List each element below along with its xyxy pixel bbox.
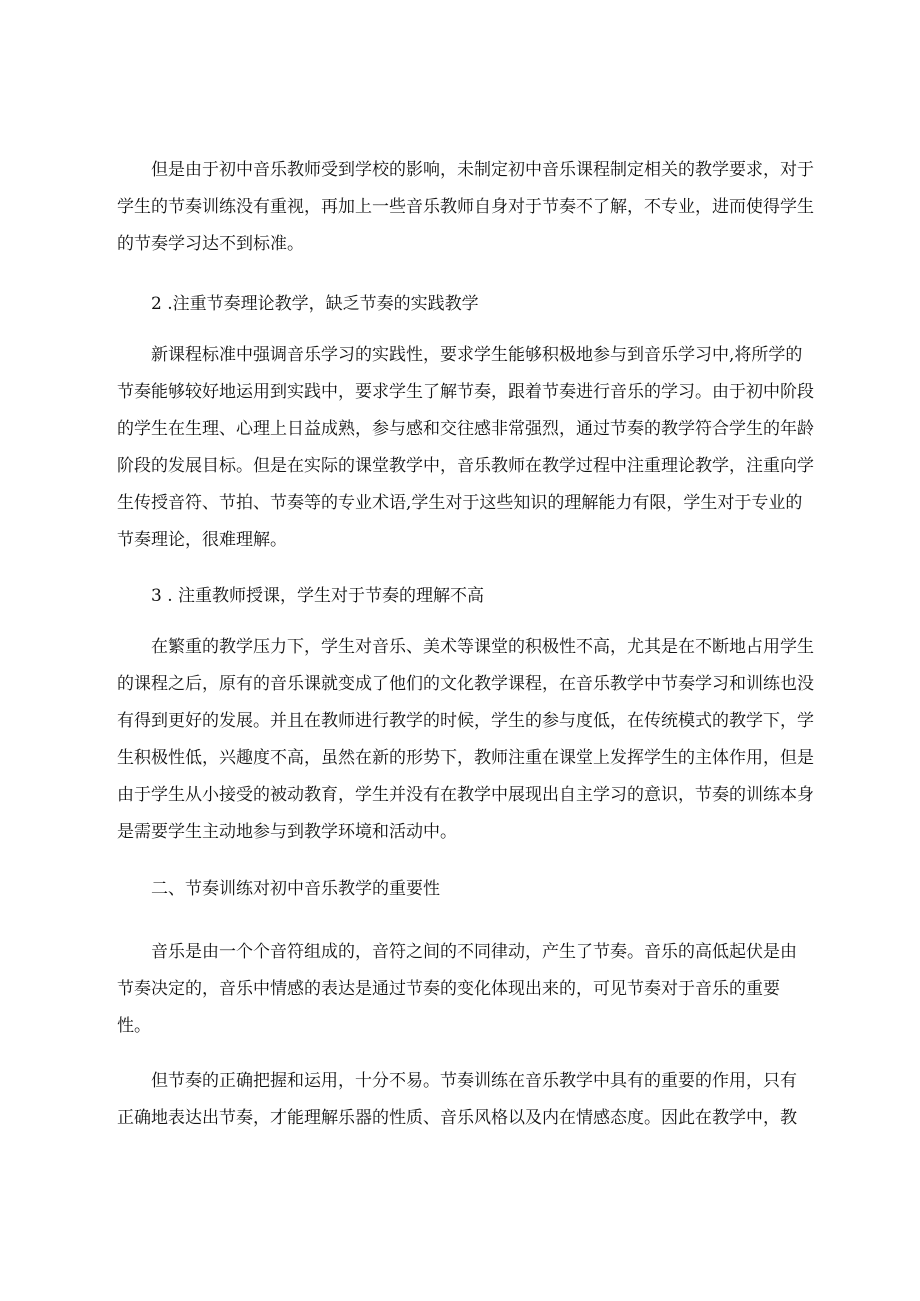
paragraph-line: 正确地表达出节奏，才能理解乐器的性质、音乐风格以及内在情感态度。因此在教学中，教 (117, 1108, 797, 1128)
paragraph-line: 节奏决定的，音乐中情感的表达是通过节奏的变化体现出来的，可见节奏对于音乐的重要 (117, 979, 780, 999)
paragraph (117, 1063, 817, 1137)
paragraph-line: 音乐是由一个个音符组成的，音符之间的不同律动，产生了节奏。音乐的高低起伏是由 (151, 942, 797, 962)
paragraph-line: 由于学生从小接受的被动教育，学生并没有在教学中展现出自主学习的意识，节奏的训练本身 (117, 785, 814, 805)
paragraph-line: 但节奏的正确把握和运用，十分不易。节奏训练在音乐教学中具有的重要的作用，只有 (151, 1071, 797, 1091)
paragraph-line: 学生的节奏训练没有重视，再加上一些音乐教师自身对于节奏不了解，不专业，进而使得学生 (117, 197, 814, 217)
paragraph-line: 阶段的发展目标。但是在实际的课堂教学中，音乐教师在教学过程中注重理论教学，注重向学 (117, 456, 814, 476)
paragraph-line: 在繁重的教学压力下，学生对音乐、美术等课堂的积极性不高，尤其是在不断地占用学生 (151, 637, 814, 657)
paragraph (117, 934, 817, 1045)
paragraph-line: 节奏能够较好地运用到实践中，要求学生了解节奏，跟着节奏进行音乐的学习。由于初中阶段 (117, 382, 814, 402)
paragraph-line: 的学生在生理、心理上日益成熟，参与感和交往感非常强烈，通过节奏的教学符合学生的年龄 (117, 419, 814, 439)
paragraph-line: 新课程标准中强调音乐学习的实践性，要求学生能够积极地参与到音乐学习中,将所学的 (151, 345, 803, 365)
paragraph-line: 生传授音符、节拍、节奏等的专业术语,学生对于这些知识的理解能力有限，学生对于专业的 (117, 493, 803, 513)
chapter-heading: 二、节奏训练对初中音乐教学的重要性 (151, 879, 440, 899)
paragraph (117, 152, 817, 263)
paragraph-line: 生积极性低，兴趣度不高，虽然在新的形势下，教师注重在课堂上发挥学生的主体作用，但是 (117, 748, 814, 768)
paragraph-line: 有得到更好的发展。并且在教师进行教学的时候，学生的参与度低，在传统模式的教学下，学 (117, 711, 814, 731)
paragraph-line: 节奏理论，很难理解。 (117, 530, 287, 550)
section-heading: 3 . 注重教师授课，学生对于节奏的理解不高 (151, 586, 485, 606)
paragraph-line: 是需要学生主动地参与到教学环境和活动中。 (117, 822, 457, 842)
paragraph-line: 但是由于初中音乐教师受到学校的影响，未制定初中音乐课程制定相关的教学要求，对于 (151, 160, 814, 180)
paragraph (117, 629, 817, 851)
paragraph-line: 的节奏学习达不到标准。 (117, 234, 304, 254)
section-heading: 2 .注重节奏理论教学，缺乏节奏的实践教学 (151, 294, 479, 314)
paragraph-line: 性。 (117, 1016, 151, 1036)
paragraph-line: 的课程之后，原有的音乐课就变成了他们的文化教学课程，在音乐教学中节奏学习和训练也没 (117, 674, 814, 694)
paragraph (117, 337, 817, 559)
